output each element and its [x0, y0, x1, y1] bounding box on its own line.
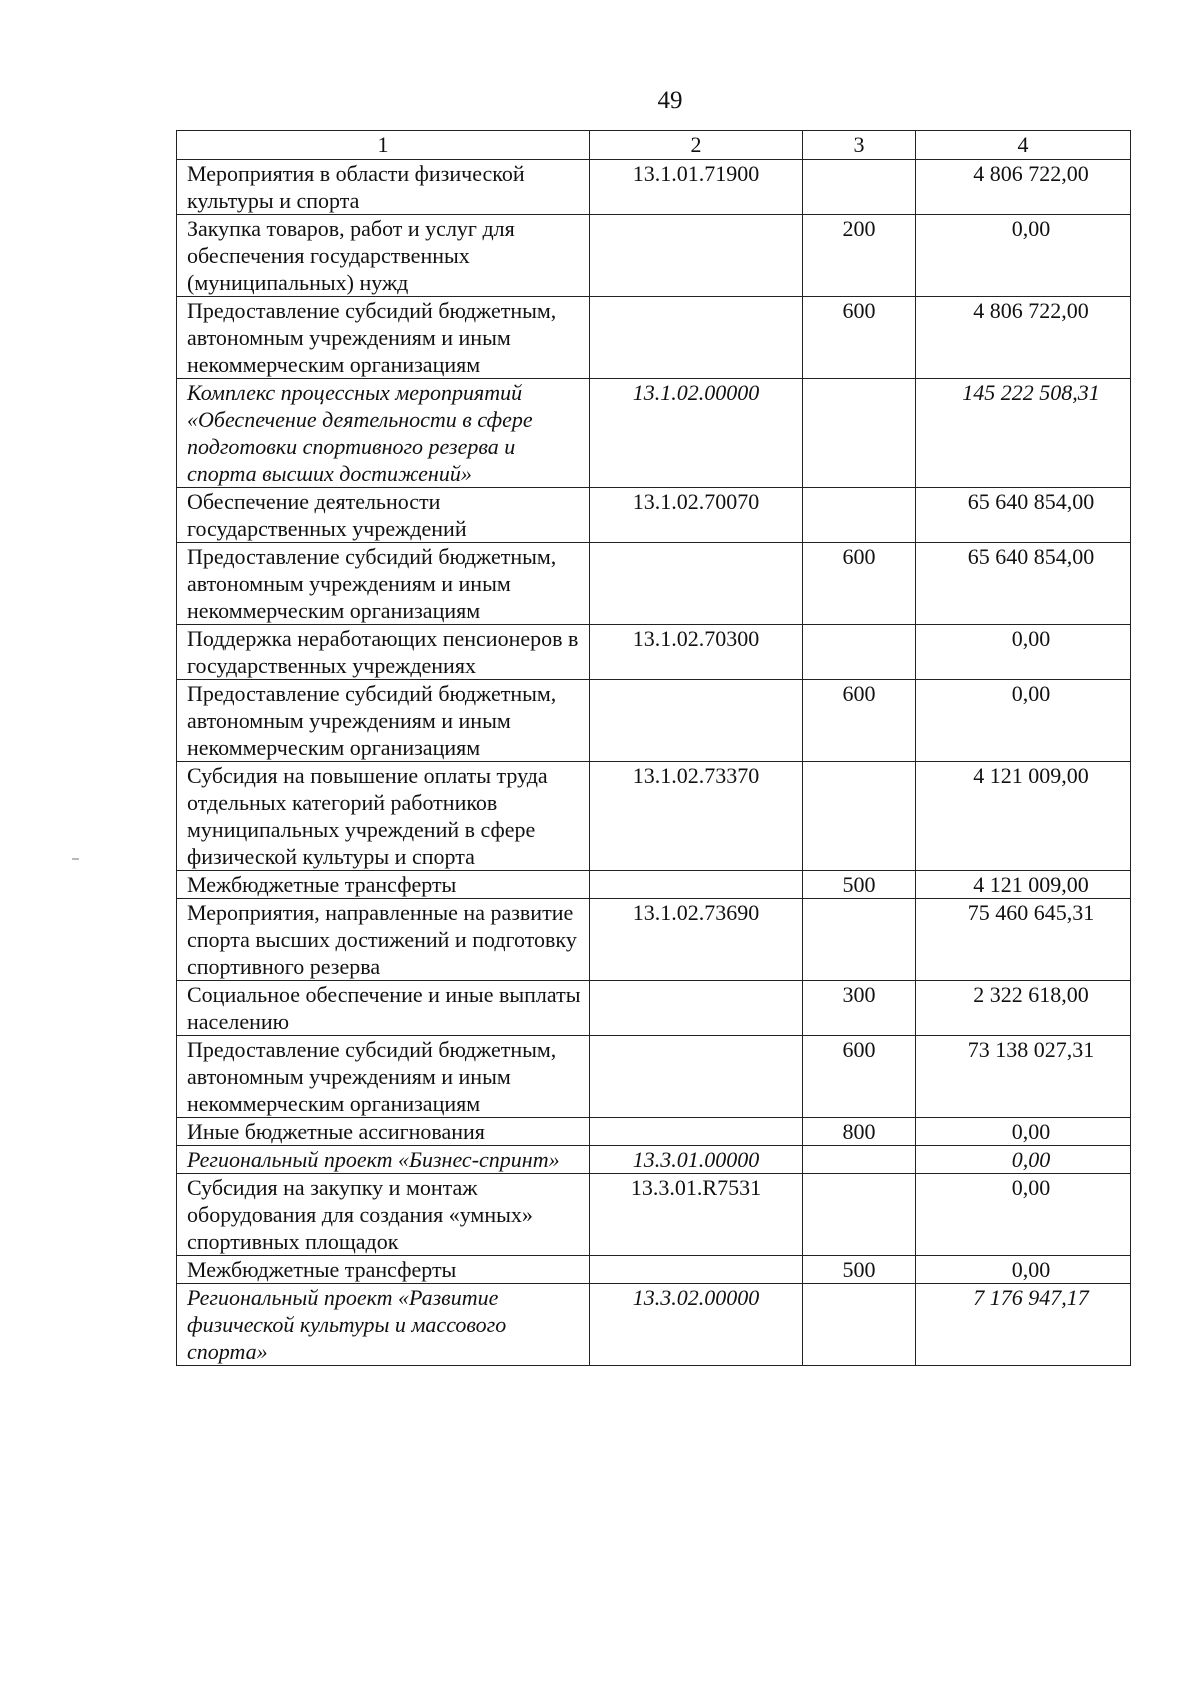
row-type-cell [803, 160, 916, 215]
budget-table [176, 130, 1131, 1366]
row-code-cell: 13.3.01.00000 [590, 1146, 803, 1174]
row-type-cell: 500 [803, 871, 916, 899]
table-row [177, 1284, 1131, 1366]
row-type-cell: 500 [803, 1256, 916, 1284]
scan-artifact [72, 858, 79, 860]
table-row [177, 625, 1131, 680]
row-amount-cell: 4 121 009,00 [916, 762, 1131, 871]
table-row [177, 981, 1131, 1036]
row-code-cell [590, 297, 803, 379]
row-type-cell [803, 1146, 916, 1174]
row-name-cell: Межбюджетные трансферты [177, 1256, 590, 1284]
row-name-cell: Субсидия на закупку и монтаж оборудования для создания «умных» спортивных площадок [177, 1174, 590, 1256]
row-name-cell: Мероприятия, направленные на развитие спорта высших достижений и подготовку спортивного резерва [177, 899, 590, 981]
row-amount-cell: 145 222 508,31 [916, 379, 1131, 488]
row-code-cell [590, 543, 803, 625]
table-row [177, 762, 1131, 871]
header-col-3: 3 [803, 131, 916, 160]
row-type-cell [803, 899, 916, 981]
header-col-1: 1 [177, 131, 590, 160]
row-code-cell: 13.1.02.73370 [590, 762, 803, 871]
row-type-cell: 300 [803, 981, 916, 1036]
table-header [177, 131, 1131, 160]
row-amount-cell: 73 138 027,31 [916, 1036, 1131, 1118]
row-name-cell: Комплекс процессных мероприятий «Обеспечение деятельности в сфере подготовки спортивного резерва и спорта высших достижений» [177, 379, 590, 488]
row-amount-cell: 0,00 [916, 625, 1131, 680]
row-name-cell: Предоставление субсидий бюджетным, автономным учреждениям и иным некоммерческим организациям [177, 680, 590, 762]
row-type-cell [803, 488, 916, 543]
row-code-cell: 13.1.02.00000 [590, 379, 803, 488]
header-col-4: 4 [916, 131, 1131, 160]
row-name-cell: Иные бюджетные ассигнования [177, 1118, 590, 1146]
row-code-cell [590, 1256, 803, 1284]
row-amount-cell: 4 806 722,00 [916, 160, 1131, 215]
row-code-cell: 13.3.01.R7531 [590, 1174, 803, 1256]
row-code-cell: 13.1.02.70300 [590, 625, 803, 680]
row-code-cell [590, 680, 803, 762]
row-name-cell: Обеспечение деятельности государственных учреждений [177, 488, 590, 543]
row-amount-cell: 0,00 [916, 1118, 1131, 1146]
table-body [177, 160, 1131, 1366]
table-row [177, 1174, 1131, 1256]
row-type-cell [803, 1284, 916, 1366]
row-type-cell: 600 [803, 297, 916, 379]
row-type-cell: 200 [803, 215, 916, 297]
row-amount-cell: 0,00 [916, 1256, 1131, 1284]
row-code-cell: 13.1.02.70070 [590, 488, 803, 543]
table-row [177, 379, 1131, 488]
table-row [177, 871, 1131, 899]
page-number: 49 [657, 87, 683, 114]
row-name-cell: Субсидия на повышение оплаты труда отдельных категорий работников муниципальных учреждений в сфере физической культуры и спорта [177, 762, 590, 871]
row-code-cell [590, 981, 803, 1036]
header-col-2: 2 [590, 131, 803, 160]
row-name-cell: Закупка товаров, работ и услуг для обеспечения государственных (муниципальных) нужд [177, 215, 590, 297]
table-row [177, 1146, 1131, 1174]
row-code-cell: 13.3.02.00000 [590, 1284, 803, 1366]
row-name-cell: Региональный проект «Бизнес-спринт» [177, 1146, 590, 1174]
row-name-cell: Предоставление субсидий бюджетным, автономным учреждениям и иным некоммерческим организациям [177, 543, 590, 625]
row-type-cell: 600 [803, 543, 916, 625]
table-row [177, 488, 1131, 543]
row-name-cell: Социальное обеспечение и иные выплаты населению [177, 981, 590, 1036]
row-code-cell [590, 1118, 803, 1146]
row-amount-cell: 2 322 618,00 [916, 981, 1131, 1036]
table-header-row [177, 131, 1131, 160]
table-row [177, 215, 1131, 297]
row-name-cell: Мероприятия в области физической культуры и спорта [177, 160, 590, 215]
row-name-cell: Предоставление субсидий бюджетным, автономным учреждениям и иным некоммерческим организациям [177, 297, 590, 379]
table-row [177, 543, 1131, 625]
row-name-cell: Межбюджетные трансферты [177, 871, 590, 899]
row-type-cell: 800 [803, 1118, 916, 1146]
row-amount-cell: 4 806 722,00 [916, 297, 1131, 379]
row-type-cell: 600 [803, 1036, 916, 1118]
row-code-cell [590, 1036, 803, 1118]
table-row [177, 297, 1131, 379]
table-row [177, 1036, 1131, 1118]
row-type-cell [803, 762, 916, 871]
table-row [177, 1256, 1131, 1284]
row-name-cell: Региональный проект «Развитие физической культуры и массового спорта» [177, 1284, 590, 1366]
row-code-cell [590, 871, 803, 899]
row-name-cell: Предоставление субсидий бюджетным, автономным учреждениям и иным некоммерческим организациям [177, 1036, 590, 1118]
row-amount-cell: 0,00 [916, 680, 1131, 762]
table-row [177, 1118, 1131, 1146]
table-row [177, 899, 1131, 981]
row-code-cell: 13.1.02.73690 [590, 899, 803, 981]
row-amount-cell: 0,00 [916, 1174, 1131, 1256]
row-code-cell [590, 215, 803, 297]
row-amount-cell: 4 121 009,00 [916, 871, 1131, 899]
row-amount-cell: 0,00 [916, 1146, 1131, 1174]
table-row [177, 160, 1131, 215]
row-name-cell: Поддержка неработающих пенсионеров в государственных учреждениях [177, 625, 590, 680]
row-type-cell [803, 379, 916, 488]
row-type-cell: 600 [803, 680, 916, 762]
row-type-cell [803, 1174, 916, 1256]
row-amount-cell: 65 640 854,00 [916, 488, 1131, 543]
row-amount-cell: 75 460 645,31 [916, 899, 1131, 981]
row-type-cell [803, 625, 916, 680]
row-amount-cell: 0,00 [916, 215, 1131, 297]
row-code-cell: 13.1.01.71900 [590, 160, 803, 215]
row-amount-cell: 65 640 854,00 [916, 543, 1131, 625]
table-row [177, 680, 1131, 762]
row-amount-cell: 7 176 947,17 [916, 1284, 1131, 1366]
